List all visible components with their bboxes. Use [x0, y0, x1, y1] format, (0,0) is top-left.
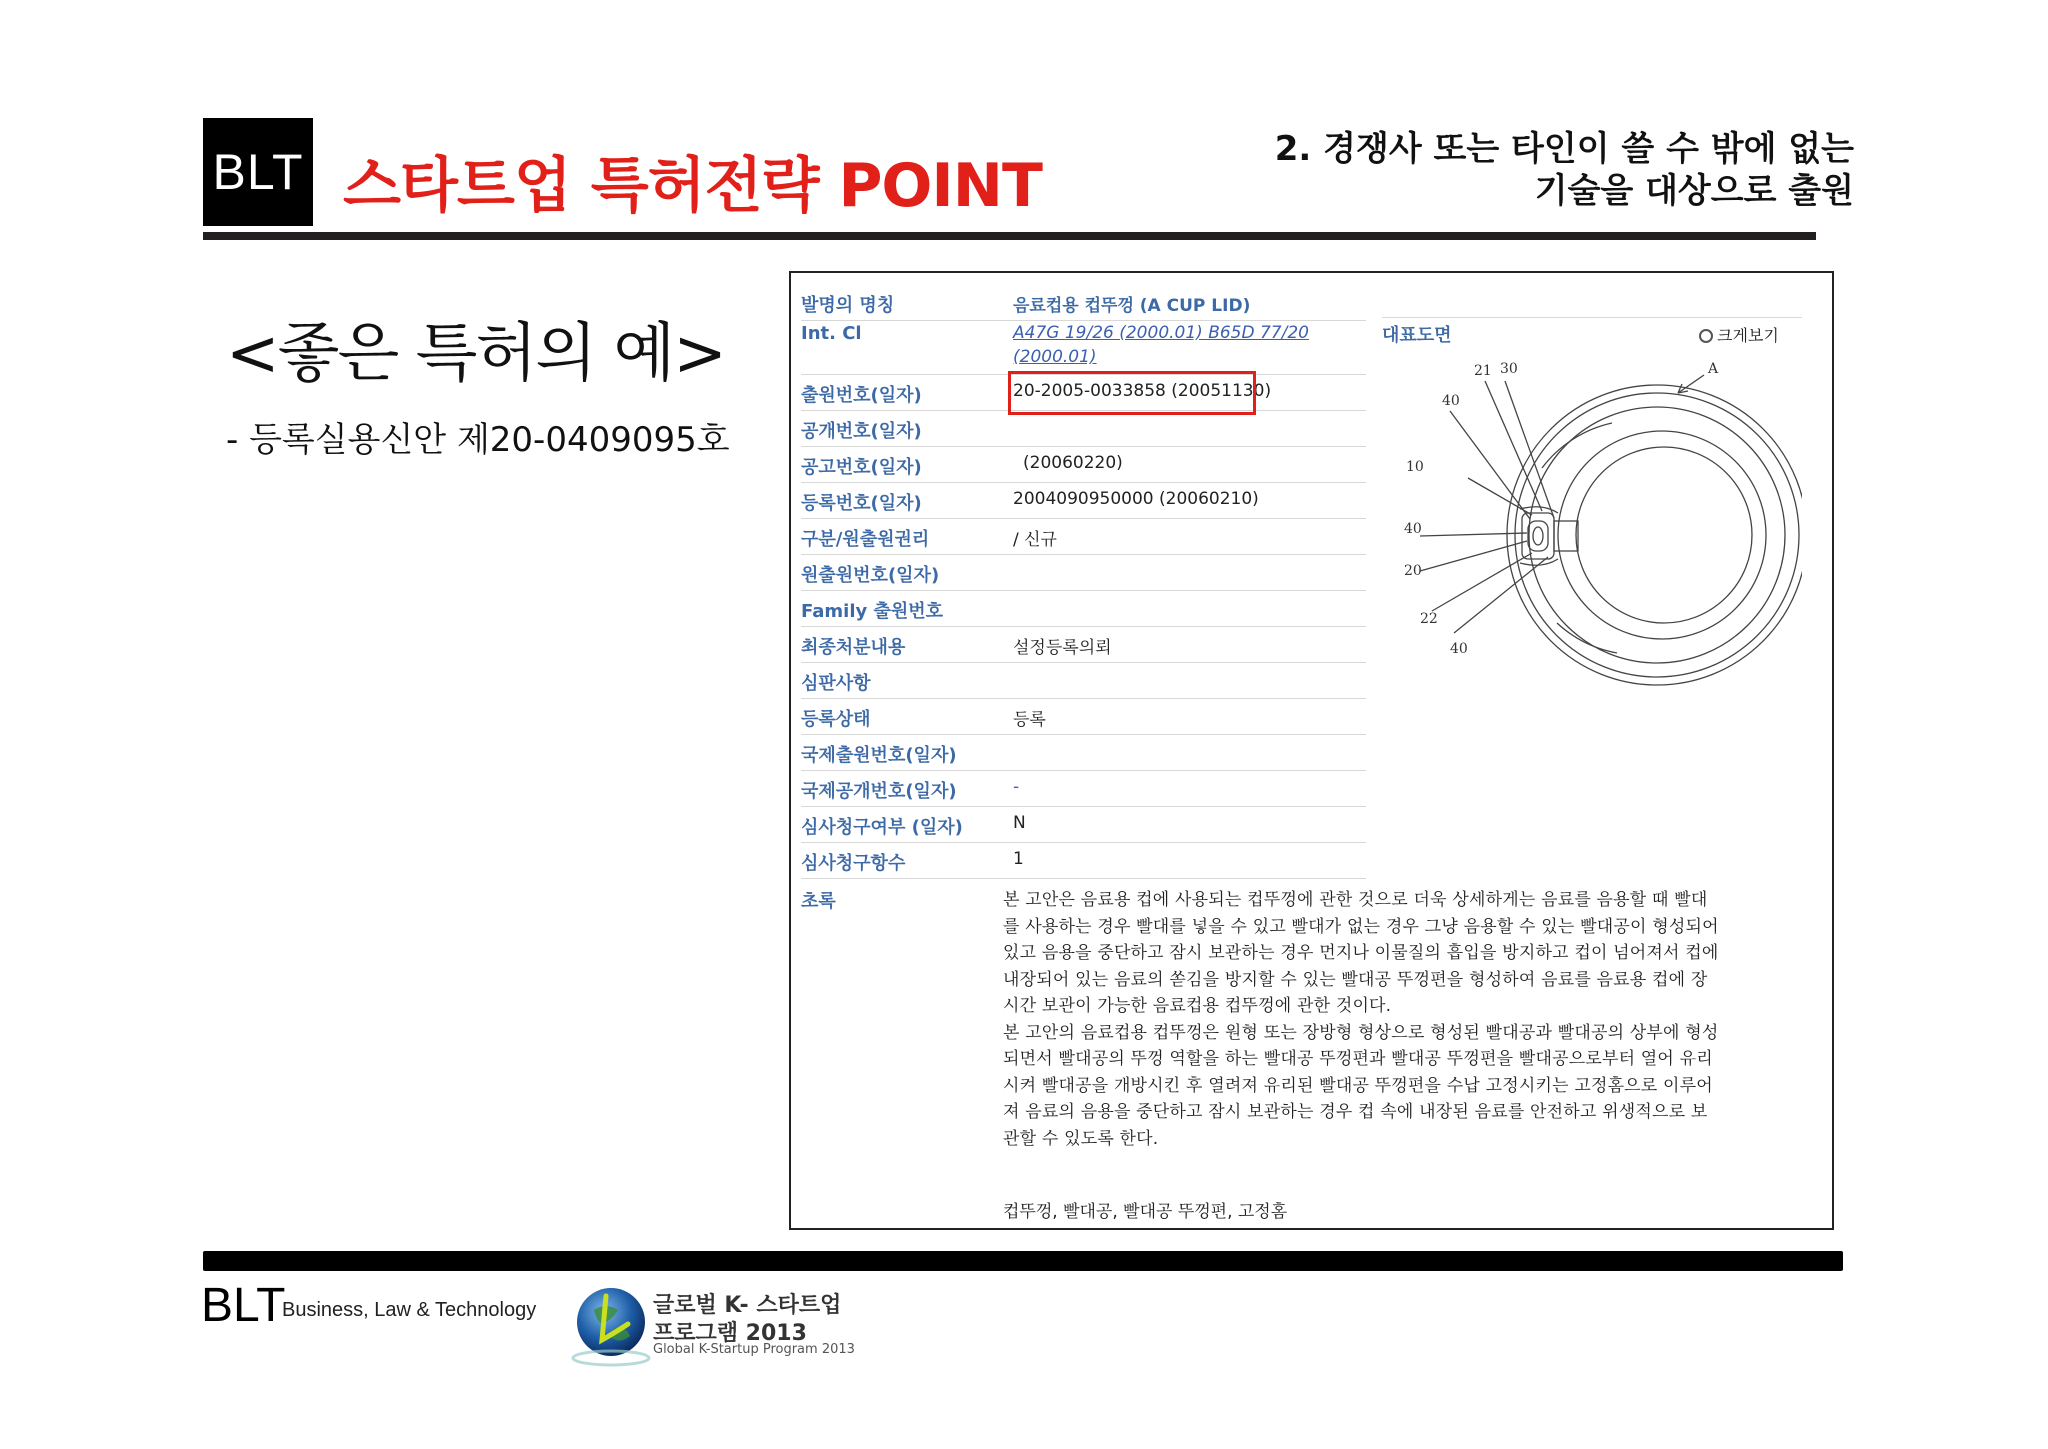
drawing-label-40-top: 40 [1442, 393, 1460, 409]
zoom-label: 크게보기 [1717, 326, 1779, 345]
abstract-line: 시켜 빨대공을 개방시킨 후 열려져 유리된 빨대공 뚜껑편을 수납 고정시키는 고정홈으로 이루어 [1003, 1075, 1713, 1096]
row-value: 2004090950000 (20060210) [1013, 489, 1259, 509]
page-title: 스타트업 특허전략 POINT [343, 151, 1042, 221]
row-claim-count [801, 843, 1366, 879]
row-label: 심판사항 [801, 673, 871, 694]
row-classification [801, 519, 1366, 555]
row-intl-application [801, 735, 1366, 771]
footer-brand-subtitle: Business, Law & Technology [282, 1299, 537, 1321]
ipc-link[interactable]: A47G 19/26 (2000.01) B65D 77/20 [1013, 323, 1309, 343]
row-label: 출원번호(일자) [801, 385, 922, 406]
representative-drawing-label: 대표도면 [1382, 325, 1452, 346]
row-value: / 신규 [1013, 530, 1057, 550]
subtitle-line-1: 2. 경쟁사 또는 타인이 쓸 수 밖에 없는 [1274, 129, 1854, 169]
keywords: 컵뚜껑, 빨대공, 빨대공 뚜껑편, 고정홈 [1003, 1202, 1288, 1222]
row-value: 음료컵용 컵뚜껑 (A CUP LID) [1013, 296, 1251, 316]
abstract-line: 있고 음용을 중단하고 잠시 보관하는 경우 먼지나 이물질의 흡입을 방지하고 컵이 넘어져서 컵에 [1003, 943, 1719, 963]
row-registration-status [801, 699, 1366, 735]
drawing-label-40-mid: 40 [1404, 521, 1422, 537]
row-exam-request [801, 807, 1366, 843]
row-value: 등록 [1013, 710, 1046, 730]
row-label: Family 출원번호 [801, 601, 944, 622]
abstract-text [1003, 887, 1803, 1152]
program-name: 글로벌 K- 스타트업 [653, 1293, 842, 1318]
drawing-label-10: 10 [1406, 459, 1424, 475]
subtitle-line-2: 기술을 대상으로 출원 [1534, 171, 1854, 211]
program-english-name: Global K-Startup Program 2013 [653, 1342, 855, 1357]
zoom-button[interactable] [1699, 323, 1779, 346]
row-publication-number [801, 411, 1366, 447]
highlight-box [1008, 371, 1256, 415]
row-value: (20060220) [1023, 453, 1123, 473]
magnifier-icon [1699, 329, 1713, 343]
abstract-line: 를 사용하는 경우 빨대를 넣을 수 있고 빨대가 없는 경우 그냥 음용할 수 있는 빨대공이 형성되어 [1003, 916, 1719, 937]
drawing-divider [1382, 317, 1802, 318]
abstract-line: 내장되어 있는 음료의 쏟김을 방지할 수 있는 빨대공 뚜껑편을 형성하여 음료를 음료용 컵에 장 [1003, 969, 1708, 990]
row-value: 1 [1013, 849, 1024, 869]
example-subheading: - 등록실용신안 제20-0409095호 [226, 420, 730, 460]
abstract-line: 본 고안의 음료컵용 컵뚜껑은 원형 또는 장방형 형상으로 형성된 빨대공과 빨대공의 상부에 형성 [1003, 1022, 1719, 1043]
globe-logo-icon [566, 1280, 656, 1370]
row-value: N [1013, 813, 1026, 833]
drawing-label-a: A [1708, 361, 1719, 377]
row-original-application [801, 555, 1366, 591]
row-label: Int. Cl [801, 323, 862, 344]
drawing-label-21: 21 [1474, 363, 1492, 379]
row-label: 심사청구항수 [801, 853, 906, 874]
drawing-label-40-bottom: 40 [1450, 641, 1468, 657]
row-label: 원출원번호(일자) [801, 565, 940, 586]
row-label: 최종처분내용 [801, 637, 906, 658]
drawing-label-30: 30 [1500, 361, 1518, 377]
row-value: 20-2005-0033858 (20051130) [1013, 381, 1272, 401]
row-family-number [801, 591, 1366, 627]
row-label: 심사청구여부 (일자) [801, 817, 963, 838]
row-intl-publication [801, 771, 1366, 807]
row-label: 발명의 명칭 [801, 295, 895, 316]
row-title [801, 285, 1366, 321]
row-label: 등록번호(일자) [801, 493, 922, 514]
row-label: 국제출원번호(일자) [801, 745, 957, 766]
row-label: 공개번호(일자) [801, 421, 922, 442]
page-subtitle [1275, 128, 1854, 212]
patent-info-panel [789, 271, 1834, 1230]
example-heading: <좋은 특허의 예> [226, 317, 725, 391]
footer-brand: BLT [201, 1279, 286, 1332]
footer-divider [203, 1251, 1843, 1271]
blt-logo: BLT [203, 118, 313, 226]
row-registration-number [801, 483, 1366, 519]
abstract-line: 관할 수 있도록 한다. [1003, 1128, 1159, 1149]
row-label: 공고번호(일자) [801, 457, 922, 478]
row-final-disposition [801, 627, 1366, 663]
row-announcement-number [801, 447, 1366, 483]
row-label: 등록상태 [801, 709, 871, 730]
cup-lid-drawing [1382, 353, 1802, 713]
abstract-label: 초록 [801, 891, 836, 912]
row-label: 구분/원출원권리 [801, 529, 930, 550]
abstract-line: 시간 보관이 가능한 음료컵용 컵뚜껑에 관한 것이다. [1003, 996, 1392, 1016]
abstract-line: 져 음료의 음용을 중단하고 잠시 보관하는 경우 컵 속에 내장된 음료를 안전하고 위생적으로 보 [1003, 1102, 1708, 1122]
abstract-line: 되면서 빨대공의 뚜껑 역할을 하는 빨대공 뚜껑편과 빨대공 뚜껑편을 빨대공으로부터 열어 유리 [1003, 1049, 1713, 1069]
program-year: 프로그램 2013 [653, 1321, 807, 1346]
drawing-label-22: 22 [1420, 611, 1438, 627]
row-application-number [801, 375, 1366, 411]
row-value[interactable]: - [1013, 777, 1020, 797]
header-divider [203, 232, 1816, 240]
row-ipc [801, 317, 1366, 375]
row-trial-matters [801, 663, 1366, 699]
abstract-line: 본 고안은 음료용 컵에 사용되는 컵뚜껑에 관한 것으로 더욱 상세하게는 음료를 음용할 때 빨대 [1003, 890, 1708, 910]
drawing-label-20: 20 [1404, 563, 1422, 579]
row-value: 설정등록의뢰 [1013, 638, 1112, 658]
ipc-link-continued[interactable]: (2000.01) [1013, 347, 1097, 367]
row-label: 국제공개번호(일자) [801, 781, 957, 802]
